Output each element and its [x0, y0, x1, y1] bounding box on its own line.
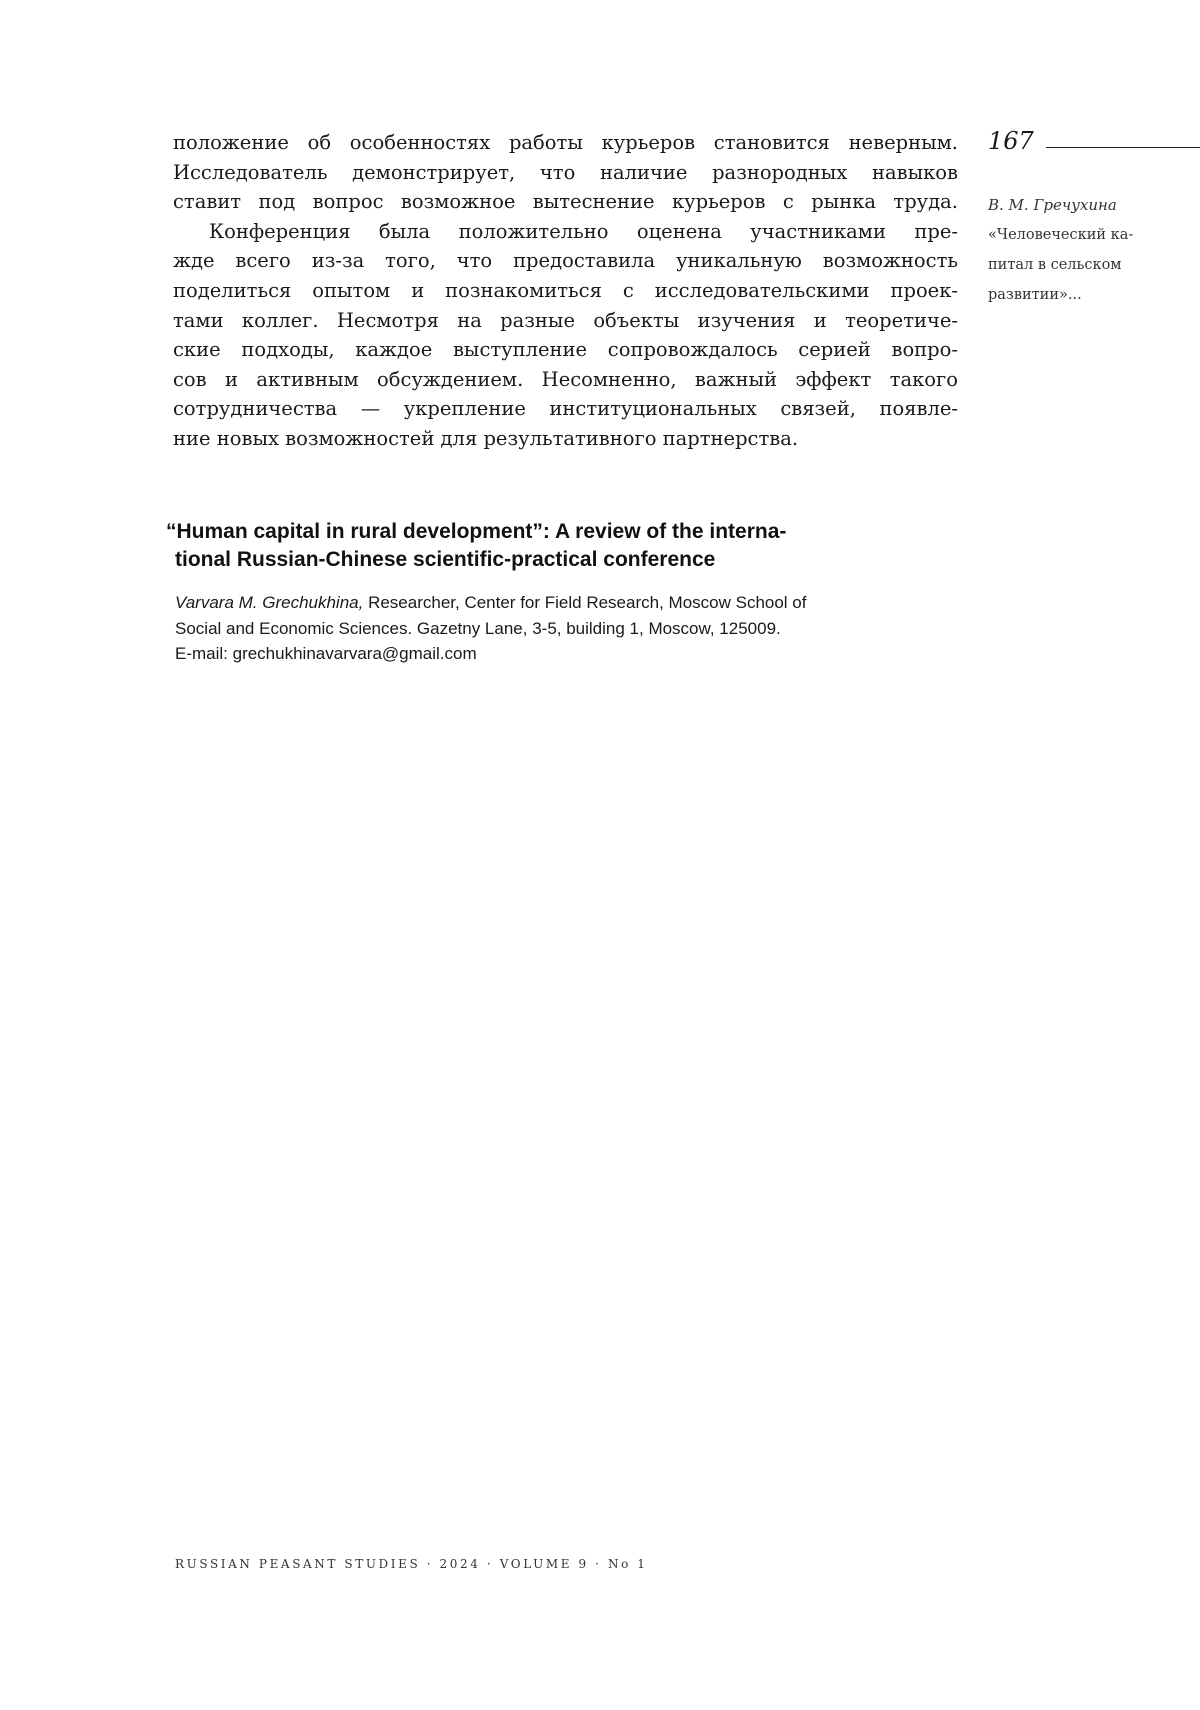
body-line: тами коллег. Несмотря на разные объекты изучения и теоретиче-	[173, 308, 958, 332]
body-line: поделиться опытом и познакомиться с исследовательскими проек-	[173, 278, 958, 302]
body-line: сотрудничества — укрепление институциональных связей, появле-	[173, 397, 958, 421]
sidebar-author: В. М. Гречухина	[988, 196, 1117, 214]
affiliation-text: Researcher, Center for Field Research, Moscow School of	[363, 593, 807, 612]
english-title-line: tional Russian-Chinese scientific-practical conference	[175, 548, 716, 571]
page-number: 167	[988, 127, 1034, 155]
author-name: Varvara M. Grechukhina,	[175, 593, 364, 612]
body-line: ские подходы, каждое выступление сопровождалось серией вопро-	[173, 338, 958, 362]
sidebar-article-title	[988, 220, 1168, 310]
body-text	[173, 128, 958, 454]
author-affiliation-row	[175, 590, 975, 616]
journal-footer: RUSSIAN PEASANT STUDIES · 2024 · VOLUME 9 · No 1	[175, 1557, 648, 1571]
body-line: Исследователь демонстрирует, что наличие разнородных навыков	[173, 160, 958, 184]
body-line: положение об особенностях работы курьеров становится неверным.	[173, 131, 958, 154]
page-number-block	[988, 126, 1200, 156]
sidebar-title-line: питал в сельском	[988, 257, 1122, 273]
sidebar-title-line: «Человеческий ка-	[988, 227, 1134, 243]
author-email: E-mail: grechukhinavarvara@gmail.com	[175, 644, 477, 663]
page-number-rule	[1046, 147, 1200, 148]
body-line: ставит под вопрос возможное вытеснение курьеров с рынка труда.	[173, 190, 958, 214]
sidebar-title-line: развитии»...	[988, 287, 1082, 303]
english-author-info	[175, 590, 975, 667]
running-sidebar	[988, 190, 1168, 310]
english-title-line: “Human capital in rural development”: A review of the interna-	[166, 520, 787, 543]
affiliation-text: Social and Economic Sciences. Gazetny Lane, 3-5, building 1, Moscow, 125009.	[175, 618, 781, 638]
body-line: сов и активным обсуждением. Несомненно, важный эффект такого	[173, 367, 958, 391]
english-article-title	[166, 518, 966, 574]
body-line: ние новых возможностей для результативного партнерства.	[173, 426, 799, 450]
body-line: Конференция была положительно оценена участниками пре-	[209, 219, 958, 243]
body-line: жде всего из-за того, что предоставила уникальную возможность	[173, 249, 958, 273]
